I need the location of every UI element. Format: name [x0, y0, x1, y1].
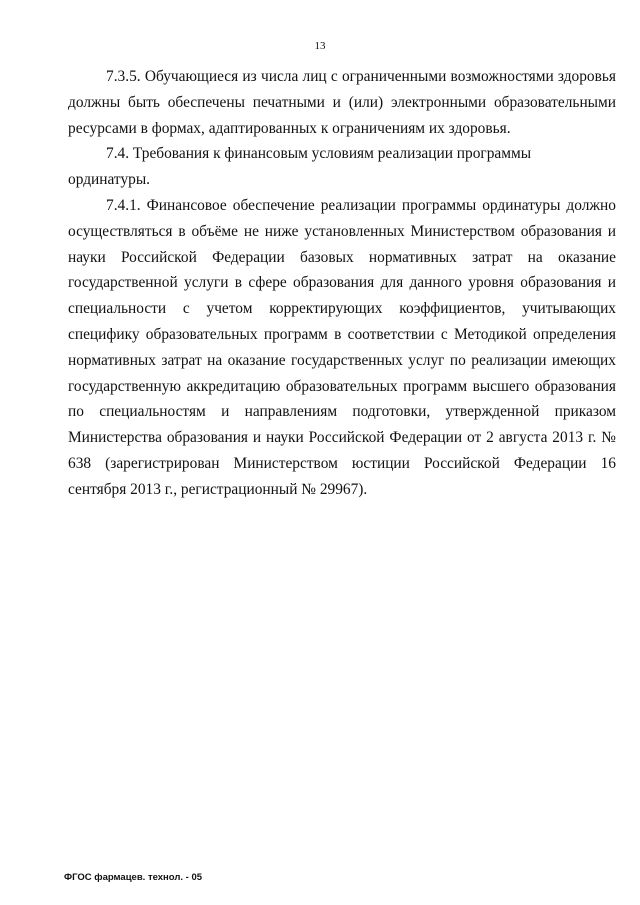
- paragraph-7-4-1: 7.4.1. Финансовое обеспечение реализации программы ординатуры должно осуществляться в объёме не ниже установленных Министерством образования и науки Российской Федерации базовых нормативных затрат на оказание государственной услуги в сфере образования для данного уровня образования и специальности с учетом корректирующих коэффициентов, учитывающих специфику образовательных программ в соответствии с Методикой определения нормативных затрат на оказание государственных услуг по реализации имеющих государственную аккредитацию образовательных программ высшего образования по специальностям и направлениям подготовки, утвержденной приказом Министерства образования и науки Российской Федерации от 2 августа 2013 г. № 638 (зарегистрирован Министерством юстиции Российской Федерации 16 сентября 2013 г., регистрационный № 29967).: [68, 196, 616, 498]
- document-footer: ФГОС фармацев. технол. - 05: [64, 872, 203, 883]
- paragraph-7-4: 7.4. Требования к финансовым условиям реализации программы ординатуры.: [68, 145, 532, 189]
- document-body: [68, 64, 616, 503]
- page-number: 13: [314, 40, 326, 52]
- paragraph-7-3-5: 7.3.5. Обучающиеся из числа лиц с ограниченными возможностями здоровья должны быть обеспечены печатными и (или) электронными образовательными ресурсами в формах, адаптированных к ограничениям их здоровья.: [68, 68, 616, 137]
